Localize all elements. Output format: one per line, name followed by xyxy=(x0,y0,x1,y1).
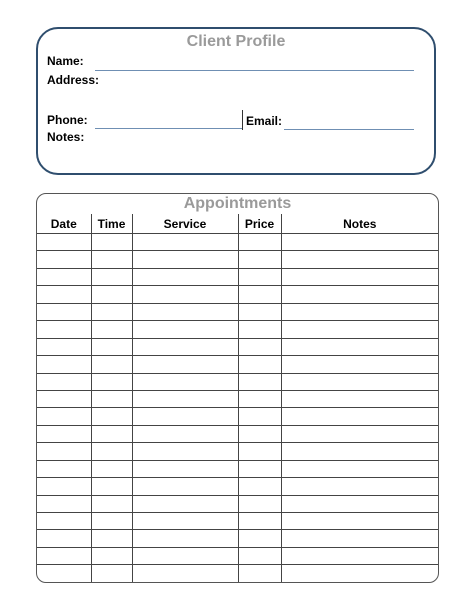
cell-date[interactable] xyxy=(37,478,91,495)
cell-price[interactable] xyxy=(238,530,281,547)
cell-price[interactable] xyxy=(238,268,281,285)
cell-service[interactable] xyxy=(132,547,238,564)
cell-time[interactable] xyxy=(91,373,132,390)
cell-time[interactable] xyxy=(91,390,132,407)
cell-date[interactable] xyxy=(37,251,91,268)
cell-date[interactable] xyxy=(37,373,91,390)
cell-notes[interactable] xyxy=(281,547,438,564)
table-row xyxy=(37,373,438,390)
cell-price[interactable] xyxy=(238,565,281,582)
cell-date[interactable] xyxy=(37,443,91,460)
cell-date[interactable] xyxy=(37,321,91,338)
cell-date[interactable] xyxy=(37,338,91,355)
cell-date[interactable] xyxy=(37,234,91,251)
column-header-time: Time xyxy=(91,214,132,234)
table-row xyxy=(37,565,438,582)
cell-service[interactable] xyxy=(132,495,238,512)
cell-time[interactable] xyxy=(91,460,132,477)
cell-notes[interactable] xyxy=(281,251,438,268)
cell-service[interactable] xyxy=(132,513,238,530)
cell-notes[interactable] xyxy=(281,321,438,338)
cell-price[interactable] xyxy=(238,373,281,390)
name-label: Name: xyxy=(47,54,84,68)
cell-service[interactable] xyxy=(132,425,238,442)
cell-time[interactable] xyxy=(91,356,132,373)
cell-date[interactable] xyxy=(37,303,91,320)
column-header-price: Price xyxy=(238,214,281,234)
cell-price[interactable] xyxy=(238,478,281,495)
email-label: Email: xyxy=(246,114,283,128)
cell-price[interactable] xyxy=(238,390,281,407)
table-row xyxy=(37,321,438,338)
appointments-card xyxy=(36,193,439,583)
cell-date[interactable] xyxy=(37,268,91,285)
table-row xyxy=(37,425,438,442)
cell-price[interactable] xyxy=(238,425,281,442)
column-header-notes: Notes xyxy=(281,214,438,234)
cell-price[interactable] xyxy=(238,443,281,460)
cell-notes[interactable] xyxy=(281,425,438,442)
cell-date[interactable] xyxy=(37,425,91,442)
cell-price[interactable] xyxy=(238,495,281,512)
cell-time[interactable] xyxy=(91,547,132,564)
cell-notes[interactable] xyxy=(281,495,438,512)
notes-label: Notes: xyxy=(47,130,85,144)
cell-price[interactable] xyxy=(238,321,281,338)
cell-service[interactable] xyxy=(132,390,238,407)
cell-time[interactable] xyxy=(91,425,132,442)
cell-notes[interactable] xyxy=(281,530,438,547)
cell-price[interactable] xyxy=(238,234,281,251)
cell-time[interactable] xyxy=(91,495,132,512)
table-row xyxy=(37,251,438,268)
table-header-row xyxy=(37,214,438,234)
cell-date[interactable] xyxy=(37,547,91,564)
cell-notes[interactable] xyxy=(281,356,438,373)
cell-time[interactable] xyxy=(91,303,132,320)
cell-service[interactable] xyxy=(132,356,238,373)
table-row xyxy=(37,234,438,251)
cell-time[interactable] xyxy=(91,234,132,251)
cell-service[interactable] xyxy=(132,338,238,355)
cell-date[interactable] xyxy=(37,495,91,512)
cell-service[interactable] xyxy=(132,460,238,477)
cell-service[interactable] xyxy=(132,321,238,338)
client-profile-title: Client Profile xyxy=(186,33,286,50)
cell-price[interactable] xyxy=(238,408,281,425)
cell-price[interactable] xyxy=(238,303,281,320)
cell-price[interactable] xyxy=(238,356,281,373)
address-field[interactable] xyxy=(108,89,414,90)
cell-date[interactable] xyxy=(37,390,91,407)
cell-time[interactable] xyxy=(91,286,132,303)
field-divider xyxy=(242,110,243,130)
appointments-table xyxy=(37,214,438,582)
table-row xyxy=(37,390,438,407)
cell-service[interactable] xyxy=(132,530,238,547)
table-row xyxy=(37,460,438,477)
cell-notes[interactable] xyxy=(281,373,438,390)
phone-label: Phone: xyxy=(47,113,88,127)
cell-notes[interactable] xyxy=(281,234,438,251)
name-field[interactable] xyxy=(95,70,414,71)
cell-notes[interactable] xyxy=(281,390,438,407)
cell-date[interactable] xyxy=(37,460,91,477)
cell-price[interactable] xyxy=(238,460,281,477)
cell-service[interactable] xyxy=(132,373,238,390)
table-row xyxy=(37,268,438,285)
cell-service[interactable] xyxy=(132,286,238,303)
table-row xyxy=(37,303,438,320)
table-row xyxy=(37,478,438,495)
cell-notes[interactable] xyxy=(281,286,438,303)
column-header-date: Date xyxy=(37,214,91,234)
cell-service[interactable] xyxy=(132,268,238,285)
phone-field[interactable] xyxy=(95,128,242,129)
cell-service[interactable] xyxy=(132,478,238,495)
cell-date[interactable] xyxy=(37,513,91,530)
cell-date[interactable] xyxy=(37,565,91,582)
address-label: Address: xyxy=(47,73,100,87)
cell-time[interactable] xyxy=(91,443,132,460)
cell-time[interactable] xyxy=(91,268,132,285)
cell-notes[interactable] xyxy=(281,460,438,477)
table-row xyxy=(37,513,438,530)
cell-time[interactable] xyxy=(91,565,132,582)
cell-service[interactable] xyxy=(132,251,238,268)
cell-date[interactable] xyxy=(37,286,91,303)
email-field[interactable] xyxy=(284,129,414,130)
appointments-title: Appointments xyxy=(183,195,292,212)
cell-price[interactable] xyxy=(238,338,281,355)
cell-notes[interactable] xyxy=(281,338,438,355)
table-row xyxy=(37,286,438,303)
cell-price[interactable] xyxy=(238,547,281,564)
cell-time[interactable] xyxy=(91,251,132,268)
table-row xyxy=(37,443,438,460)
cell-time[interactable] xyxy=(91,321,132,338)
client-profile-card xyxy=(36,27,436,175)
appointments-table-body xyxy=(37,234,438,582)
cell-time[interactable] xyxy=(91,408,132,425)
cell-notes[interactable] xyxy=(281,408,438,425)
table-row xyxy=(37,408,438,425)
cell-time[interactable] xyxy=(91,513,132,530)
cell-price[interactable] xyxy=(238,251,281,268)
cell-service[interactable] xyxy=(132,443,238,460)
cell-time[interactable] xyxy=(91,338,132,355)
table-row xyxy=(37,338,438,355)
cell-time[interactable] xyxy=(91,530,132,547)
cell-notes[interactable] xyxy=(281,443,438,460)
cell-price[interactable] xyxy=(238,513,281,530)
notes-field[interactable] xyxy=(95,147,414,148)
cell-price[interactable] xyxy=(238,286,281,303)
cell-notes[interactable] xyxy=(281,513,438,530)
table-row xyxy=(37,547,438,564)
column-header-service: Service xyxy=(132,214,238,234)
cell-service[interactable] xyxy=(132,303,238,320)
table-row xyxy=(37,356,438,373)
cell-time[interactable] xyxy=(91,478,132,495)
cell-date[interactable] xyxy=(37,408,91,425)
cell-date[interactable] xyxy=(37,356,91,373)
table-row xyxy=(37,530,438,547)
cell-service[interactable] xyxy=(132,408,238,425)
cell-notes[interactable] xyxy=(281,268,438,285)
table-row xyxy=(37,495,438,512)
cell-notes[interactable] xyxy=(281,565,438,582)
cell-date[interactable] xyxy=(37,530,91,547)
cell-service[interactable] xyxy=(132,565,238,582)
cell-notes[interactable] xyxy=(281,303,438,320)
cell-notes[interactable] xyxy=(281,478,438,495)
cell-service[interactable] xyxy=(132,234,238,251)
